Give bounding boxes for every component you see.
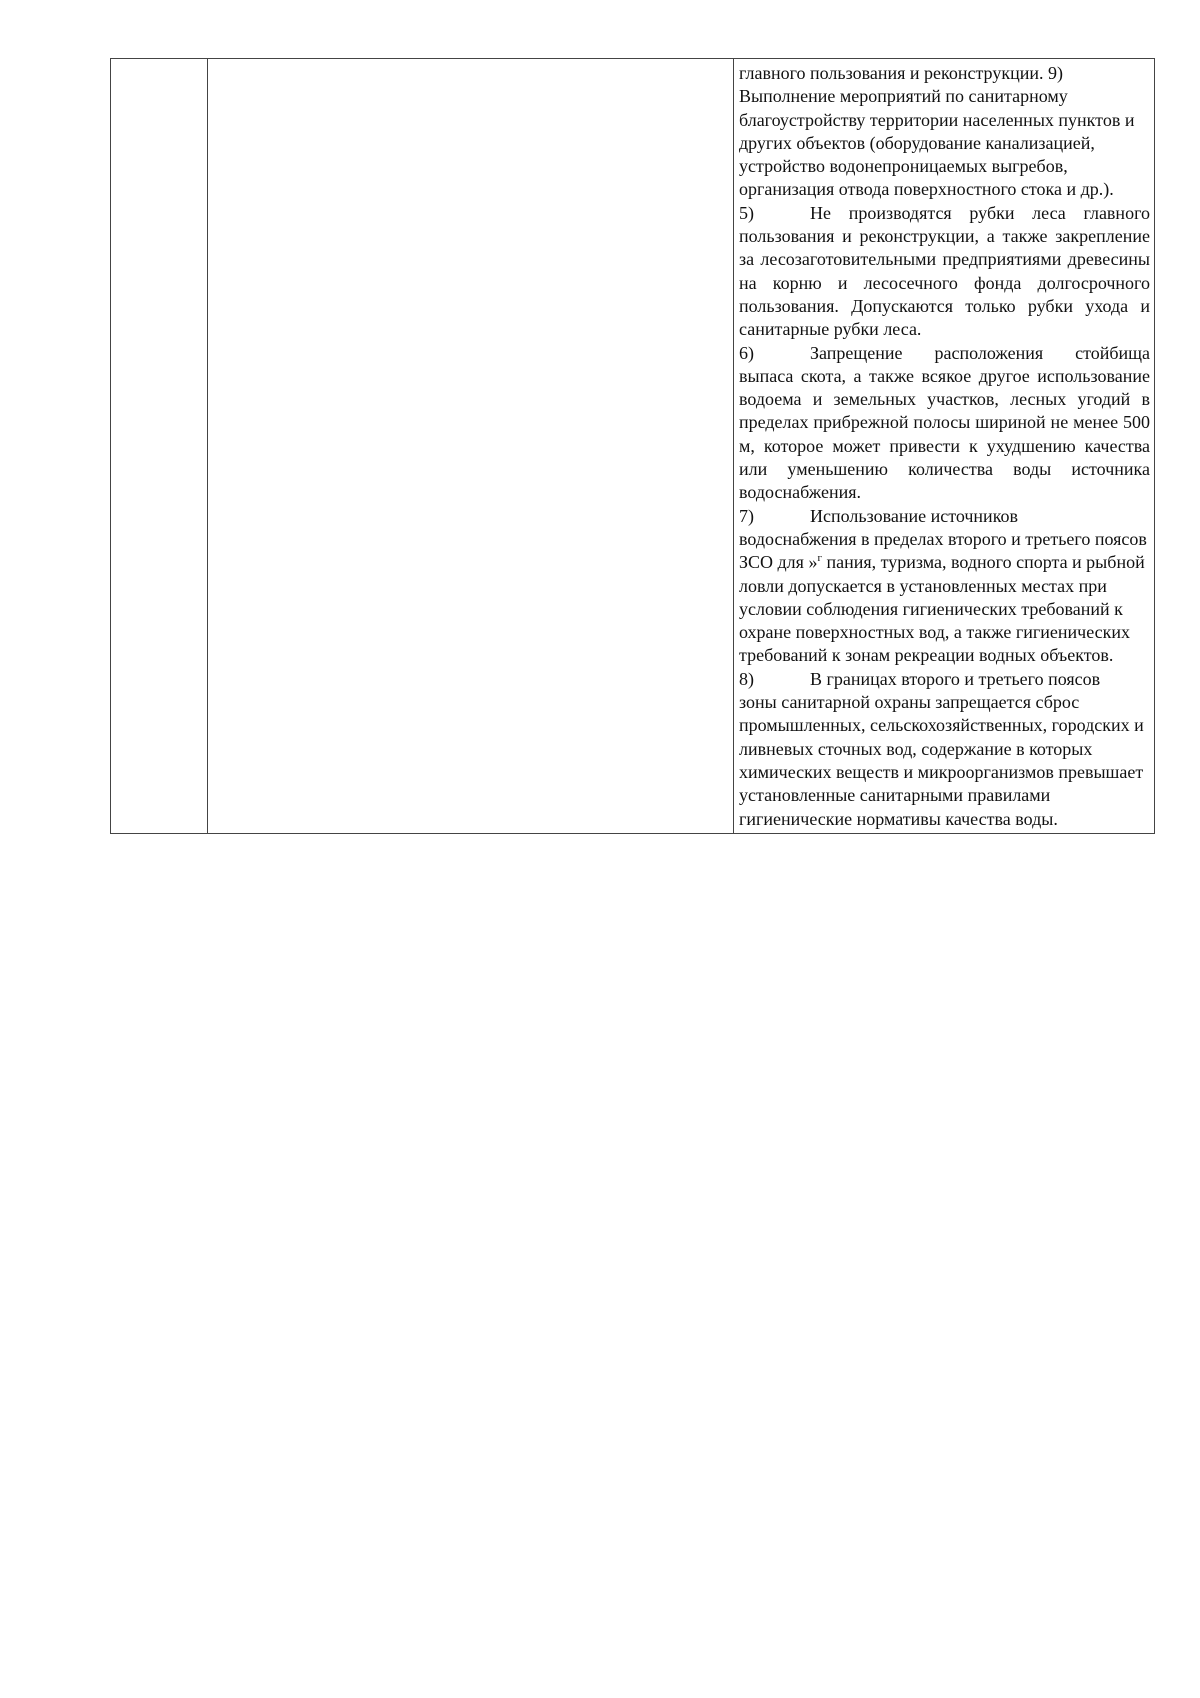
table-cell-text <box>734 59 1155 834</box>
item-body: зоны санитарной охраны запрещается сброс промышленных, сельскохозяйственных, городских и ливневых сточных вод, содержание в которых химических веществ и микроорганизмов превышает установленные санитарными правилами гигиенические нормативы качества воды. <box>739 692 1144 829</box>
item-number: 5) <box>739 202 754 223</box>
table-row <box>111 59 1155 834</box>
superscript-mark: г <box>817 552 822 565</box>
item-number: 8) <box>739 668 754 689</box>
list-item-5 <box>739 202 1150 342</box>
item-body-part-a: водоснабжения в пределах второго и третьего поясов ЗСО для » <box>739 528 1147 573</box>
item-number: 6) <box>739 342 754 363</box>
list-item-7 <box>739 505 1150 668</box>
item-body <box>739 528 1150 668</box>
regulations-table <box>110 58 1155 834</box>
continuation-paragraph: главного пользования и реконструкции. 9) Выполнение мероприятий по санитарному благоустройству территории населенных пунктов и других объектов (оборудование канализацией, устройство водонепроницаемых выгребов, организация отвода поверхностного стока и др.). <box>739 63 1135 200</box>
item-body: пользования и реконструкции, а также закрепление за лесозаготовительными предприятиями древесины на корню и лесосечного фонда долгосрочного пользования. Допускаются только рубки ухода и санитарные рубки леса. <box>739 226 1150 340</box>
item-first-line: В границах второго и третьего поясов <box>810 668 1101 689</box>
table-cell-empty-1 <box>111 59 208 834</box>
table-cell-empty-2 <box>208 59 734 834</box>
list-item-6 <box>739 342 1150 505</box>
item-first-line: Использование источников <box>810 505 1019 526</box>
item-first-line: Запрещение расположения стойбища <box>810 342 1150 363</box>
item-body-part-b: пания, туризма, водного спорта и рыбной ловли допускается в установленных местах при условии соблюдения гигиенических требований к охране поверхностных вод, а также гигиенических требований к зонам рекреации водных объектов. <box>739 552 1145 666</box>
item-first-line: Не производятся рубки леса главного <box>810 202 1150 223</box>
list-item-8 <box>739 668 1150 831</box>
item-number: 7) <box>739 505 754 526</box>
item-body: выпаса скота, а также всякое другое использование водоема и земельных участков, лесных угодий в пределах прибрежной полосы шириной не менее 500 м, которое может привести к ухудшению качества или уменьшению количества воды источника водоснабжения. <box>739 365 1150 503</box>
